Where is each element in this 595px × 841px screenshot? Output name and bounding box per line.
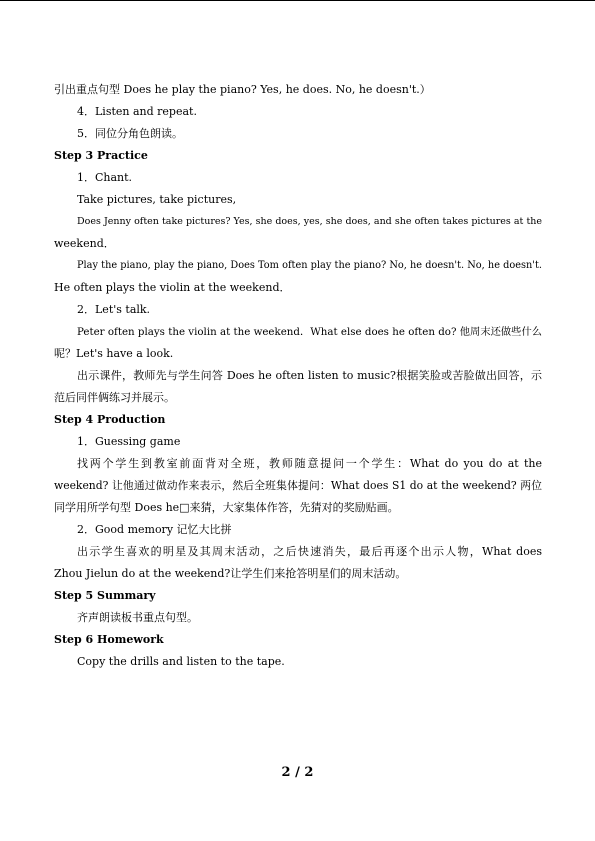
text-line: 出示课件，教师先与学生问答 Does he often listen to music?根据笑脸或苦脸做出回答，示 — [77, 369, 542, 382]
list-item: 5．同位分角色朗读。 — [77, 127, 183, 140]
text-line: 出示学生喜欢的明星及其周末活动，之后快速消失，最后再逐个出示人物，What does — [77, 545, 542, 558]
text-line: Does Jenny often take pictures? Yes, she does, yes, she does, and she often takes pictures at the — [77, 216, 542, 227]
text-line: 呢？Let's have a look. — [54, 347, 174, 360]
page-top-rule — [0, 0, 595, 1]
text-line: Play the piano, play the piano, Does Tom often play the piano? No, he doesn't. No, he doesn't. — [77, 260, 542, 271]
list-item: 2．Let's talk. — [77, 303, 151, 316]
section-heading-step5: Step 5 Summary — [54, 589, 156, 602]
list-item: 4．Listen and repeat. — [77, 105, 197, 118]
text-line: 引出重点句型 Does he play the piano? Yes, he does. No, he doesn't.） — [54, 83, 431, 96]
text-line: 同学用所学句型 Does he□来猜，大家集体作答，先猜对的奖励贴画。 — [54, 501, 399, 514]
text-line: Take pictures, take pictures, — [77, 193, 237, 206]
text-line: Copy the drills and listen to the tape. — [77, 655, 285, 668]
page-number: 2 / 2 — [281, 765, 314, 780]
list-item: 2．Good memory 记忆大比拼 — [77, 523, 232, 536]
text-line: weekend? 让他通过做动作来表示，然后全班集体提问：What does S1 do at the weekend? 两位 — [54, 479, 542, 492]
document-body — [54, 79, 542, 673]
section-heading-step3: Step 3 Practice — [54, 149, 148, 162]
text-line: Peter often plays the violin at the weekend．What else does he often do? 他周末还做些什么 — [77, 326, 542, 338]
list-item: 1．Guessing game — [77, 435, 181, 448]
text-line: 范后同伴俩练习并展示。 — [54, 391, 175, 404]
text-line: weekend． — [54, 237, 115, 250]
text-line: 齐声朗读板书重点句型。 — [77, 611, 198, 624]
text-line: 找两个学生到教室前面背对全班，教师随意提问一个学生：What do you do at the — [77, 457, 542, 470]
text-line: He often plays the violin at the weekend． — [54, 281, 291, 294]
section-heading-step6: Step 6 Homework — [54, 633, 164, 646]
section-heading-step4: Step 4 Production — [54, 413, 166, 426]
list-item: 1．Chant. — [77, 171, 133, 184]
text-line: Zhou Jielun do at the weekend?让学生们来抢答明星们的周末活动。 — [54, 567, 407, 580]
